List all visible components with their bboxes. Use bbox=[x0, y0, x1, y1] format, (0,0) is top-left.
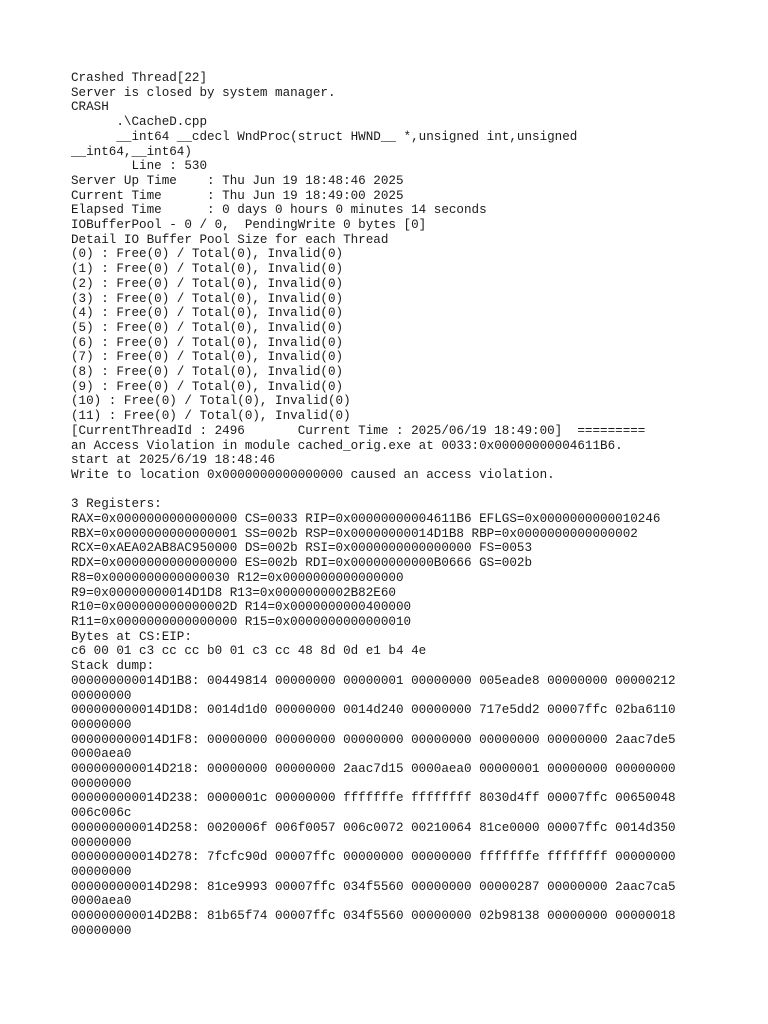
log-line: CRASH bbox=[71, 100, 109, 115]
log-line: (7) : Free(0) / Total(0), Invalid(0) bbox=[71, 350, 344, 365]
log-line: 00000000 bbox=[71, 688, 132, 703]
log-line: (8) : Free(0) / Total(0), Invalid(0) bbox=[71, 365, 344, 380]
log-line: 000000000014D1F8: 00000000 00000000 00000000 00000000 00000000 00000000 2aac7de5 bbox=[71, 732, 676, 747]
log-line: Server is closed by system manager. bbox=[71, 85, 336, 100]
log-line: [CurrentThreadId : 2496 Current Time : 2025/06/19 18:49:00] ========= bbox=[71, 423, 646, 438]
log-line: 00000000 bbox=[71, 835, 132, 850]
log-line: 0000aea0 bbox=[71, 894, 132, 909]
log-line: RCX=0xAEA02AB8AC950000 DS=002b RSI=0x0000000000000000 FS=0053 bbox=[71, 541, 533, 556]
log-line: (10) : Free(0) / Total(0), Invalid(0) bbox=[71, 394, 351, 409]
log-line: Server Up Time : Thu Jun 19 18:48:46 2025 bbox=[71, 173, 404, 188]
log-line: 006c006c bbox=[71, 806, 132, 821]
log-line: (3) : Free(0) / Total(0), Invalid(0) bbox=[71, 291, 344, 306]
log-line: (9) : Free(0) / Total(0), Invalid(0) bbox=[71, 379, 344, 394]
crash-log bbox=[71, 71, 751, 938]
log-line: (4) : Free(0) / Total(0), Invalid(0) bbox=[71, 306, 344, 321]
log-line: RAX=0x0000000000000000 CS=0033 RIP=0x00000000004611B6 EFLGS=0x0000000000010246 bbox=[71, 512, 661, 527]
log-line: (0) : Free(0) / Total(0), Invalid(0) bbox=[71, 247, 344, 262]
log-line: Elapsed Time : 0 days 0 hours 0 minutes 14 seconds bbox=[71, 203, 487, 218]
log-line: Line : 530 bbox=[71, 159, 208, 174]
log-line: Bytes at CS:EIP: bbox=[71, 629, 192, 644]
log-line: 000000000014D1D8: 0014d1d0 00000000 0014d240 00000000 717e5dd2 00007ffc 02ba6110 bbox=[71, 703, 676, 718]
log-line: 000000000014D218: 00000000 00000000 2aac7d15 0000aea0 00000001 00000000 00000000 bbox=[71, 762, 676, 777]
log-line: (2) : Free(0) / Total(0), Invalid(0) bbox=[71, 276, 344, 291]
log-line: R10=0x000000000000002D R14=0x0000000000400000 bbox=[71, 600, 412, 615]
log-line: (1) : Free(0) / Total(0), Invalid(0) bbox=[71, 262, 344, 277]
log-line: Current Time : Thu Jun 19 18:49:00 2025 bbox=[71, 188, 404, 203]
log-line: 000000000014D278: 7fcfc90d 00007ffc 00000000 00000000 fffffffe ffffffff 00000000 bbox=[71, 850, 676, 865]
log-line: (11) : Free(0) / Total(0), Invalid(0) bbox=[71, 409, 351, 424]
log-line: .\CacheD.cpp bbox=[71, 115, 208, 130]
log-line: c6 00 01 c3 cc cc b0 01 c3 cc 48 8d 0d e1 b4 4e bbox=[71, 644, 427, 659]
log-line: 000000000014D238: 0000001c 00000000 fffffffe ffffffff 8030d4ff 00007ffc 00650048 bbox=[71, 791, 676, 806]
log-line: 00000000 bbox=[71, 776, 132, 791]
log-line: Crashed Thread[22] bbox=[71, 71, 208, 85]
log-line: Write to location 0x0000000000000000 caused an access violation. bbox=[71, 467, 555, 482]
log-line: __int64 __cdecl WndProc(struct HWND__ *,unsigned int,unsigned bbox=[71, 129, 578, 144]
log-line: 00000000 bbox=[71, 864, 132, 879]
log-line: RBX=0x0000000000000001 SS=002b RSP=0x00000000014D1B8 RBP=0x0000000000000002 bbox=[71, 526, 638, 541]
log-line: R9=0x00000000014D1D8 R13=0x0000000002B82E60 bbox=[71, 585, 396, 600]
log-line: 000000000014D298: 81ce9993 00007ffc 034f5560 00000000 00000287 00000000 2aac7ca5 bbox=[71, 879, 676, 894]
log-line: 00000000 bbox=[71, 717, 132, 732]
log-line: 000000000014D258: 0020006f 006f0057 006c0072 00210064 81ce0000 00007ffc 0014d350 bbox=[71, 820, 676, 835]
log-line bbox=[71, 483, 751, 498]
log-line: IOBufferPool - 0 / 0, PendingWrite 0 bytes [0] bbox=[71, 218, 427, 233]
log-line: (5) : Free(0) / Total(0), Invalid(0) bbox=[71, 320, 344, 335]
log-line: 000000000014D2B8: 81b65f74 00007ffc 034f5560 00000000 02b98138 00000000 00000018 bbox=[71, 909, 676, 924]
log-line: RDX=0x0000000000000000 ES=002b RDI=0x00000000000B0666 GS=002b bbox=[71, 556, 533, 571]
log-line: start at 2025/6/19 18:48:46 bbox=[71, 453, 276, 468]
log-line: 000000000014D1B8: 00449814 00000000 00000001 00000000 005eade8 00000000 00000212 bbox=[71, 673, 676, 688]
log-line: (6) : Free(0) / Total(0), Invalid(0) bbox=[71, 335, 344, 350]
log-line: 0000aea0 bbox=[71, 747, 132, 762]
log-line: 3 Registers: bbox=[71, 497, 162, 512]
log-line: an Access Violation in module cached_orig.exe at 0033:0x00000000004611B6. bbox=[71, 438, 623, 453]
log-line: __int64,__int64) bbox=[71, 144, 192, 159]
log-line: R11=0x0000000000000000 R15=0x0000000000000010 bbox=[71, 615, 412, 629]
log-line: 00000000 bbox=[71, 923, 132, 938]
log-line: Detail IO Buffer Pool Size for each Thread bbox=[71, 232, 389, 247]
log-line: R8=0x0000000000000030 R12=0x0000000000000000 bbox=[71, 570, 404, 585]
log-line: Stack dump: bbox=[71, 659, 155, 674]
